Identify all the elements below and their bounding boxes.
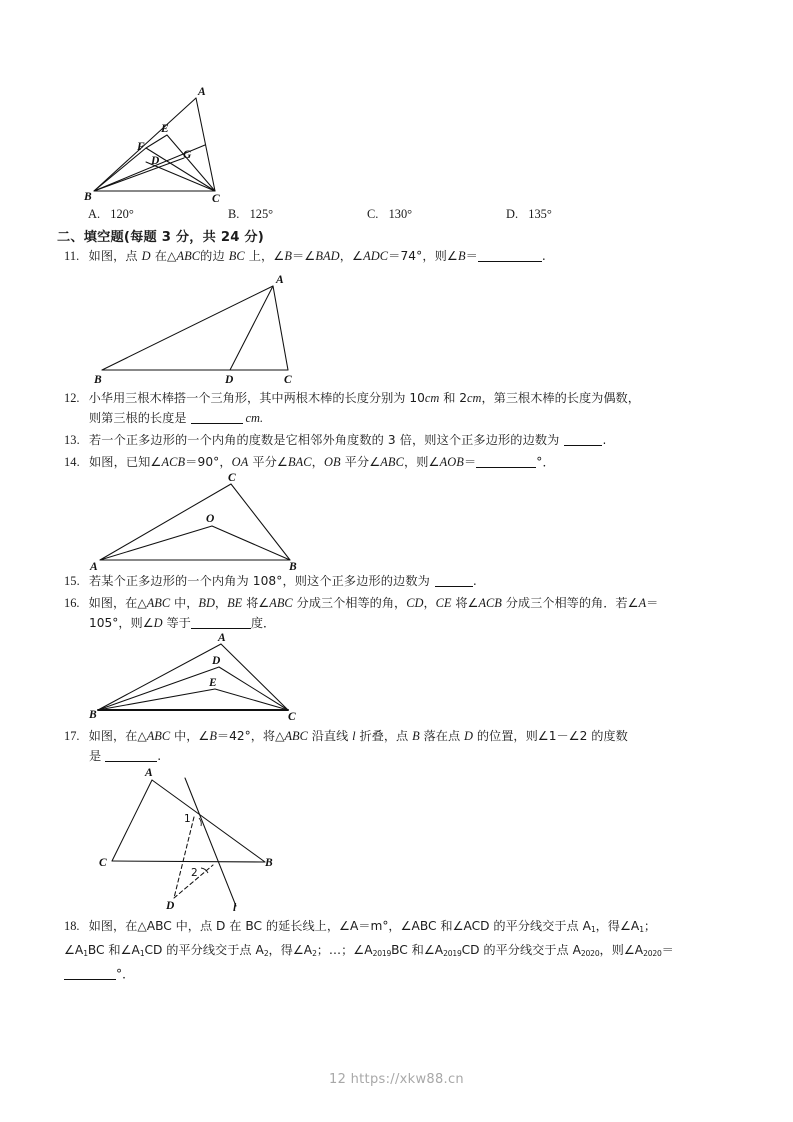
page-footer-watermark: 12 https://xkw88.cn	[329, 1072, 464, 1087]
figure-label-C: C	[212, 193, 220, 205]
question-number: 11.	[64, 249, 80, 263]
figure-label-E: E	[161, 123, 169, 135]
section-heading-fill-in-blanks: 二、填空题(每题 3 分，共 24 分)	[57, 230, 265, 245]
question-17: 17. 如图，在△ABC 中，∠B＝42°，将△ABC 沿直线 l 折叠，点 B 落在点 D 的位置，则∠1－∠2 的度数 是 .	[64, 726, 784, 766]
figure-q14	[88, 468, 303, 573]
figure-label-B: B	[94, 374, 102, 386]
choices-q10	[0, 207, 793, 225]
question-number: 18.	[64, 919, 80, 933]
question-18: 18. 如图，在△ABC 中，点 D 在 BC 的延长线上，∠A＝m°，∠ABC 和∠ACD 的平分线交于点 $A_1$，得$\angle A_1$； $\angle A_1BC$ 和$\angle A_1CD$ 的平分线交于点 $A_2$，得$\angle A_2$；…；$\angle A_{2019}BC$ 和$\angle A_{2019}CD$ 的平分线交于点 $A_{2020}$，则$\angle A_{2020}=$ °．	[64, 916, 793, 984]
question-number: 17.	[64, 729, 80, 743]
question-16: 16. 如图，在△ABC 中，BD，BE 将∠ABC 分成三个相等的角，CD，CE 将∠ACB 分成三个相等的角．若∠A＝ 105°，则∠D 等于 度．	[64, 593, 774, 633]
question-13: 13. 若一个正多边形的一个内角的度数是它相邻外角度数的 3 倍，则这个正多边形的边数为 .	[64, 430, 606, 450]
figure-label-angle-2: 2	[191, 867, 198, 879]
figure-label-D: D	[151, 155, 160, 167]
choice-B[interactable]: B. 125°	[228, 207, 274, 221]
figure-label-E: E	[209, 677, 217, 689]
figure-label-B: B	[84, 191, 92, 203]
answer-blank-q12[interactable]	[191, 412, 243, 424]
figure-label-D: D	[166, 900, 175, 912]
question-number: 15.	[64, 574, 80, 588]
figure-label-A: A	[90, 561, 98, 573]
figure-label-F: F	[137, 141, 145, 153]
figure-label-angle-1: 1	[184, 813, 191, 825]
figure-label-A: A	[276, 274, 284, 286]
figure-label-G: G	[183, 149, 192, 161]
question-number: 14.	[64, 455, 80, 469]
answer-blank-q11[interactable]	[478, 250, 542, 262]
figure-label-l: l	[233, 902, 237, 914]
figure-q11	[88, 270, 303, 385]
question-15: 15. 若某个正多边形的一个内角为 108°，则这个正多边形的边数为 .	[64, 571, 477, 591]
figure-label-B: B	[265, 857, 273, 869]
question-number: 16.	[64, 596, 80, 610]
answer-blank-q13[interactable]	[564, 434, 602, 446]
question-number: 13.	[64, 433, 80, 447]
figure-label-D: D	[225, 374, 234, 386]
choice-D[interactable]: D. 135°	[506, 207, 552, 221]
figure-q10	[78, 84, 238, 206]
figure-label-A: A	[218, 632, 226, 644]
figure-label-C: C	[284, 374, 292, 386]
figure-label-O: O	[206, 513, 215, 525]
figure-label-C: C	[288, 711, 296, 723]
choice-C[interactable]: C. 130°	[367, 207, 413, 221]
question-number: 12.	[64, 391, 80, 405]
figure-label-C: C	[99, 857, 107, 869]
question-12: 12. 小华用三根木棒搭一个三角形，其中两根木棒的长度分别为 10cm 和 2cm，第三根木棒的长度为偶数， 则第三根的长度是 cm.	[64, 388, 764, 428]
figure-label-B: B	[289, 561, 297, 573]
answer-blank-q18[interactable]	[64, 968, 116, 980]
choice-A[interactable]: A. 120°	[88, 207, 134, 221]
answer-blank-q14[interactable]	[476, 456, 536, 468]
figure-label-A: A	[198, 86, 206, 98]
figure-q16	[88, 628, 303, 723]
figure-label-C: C	[228, 472, 236, 484]
answer-blank-q15[interactable]	[435, 575, 473, 587]
figure-q17	[95, 758, 310, 913]
figure-label-B: B	[89, 709, 97, 721]
question-14: 14. 如图，已知∠ACB＝90°，OA 平分∠BAC，OB 平分∠ABC，则∠AOB＝ °．	[64, 452, 555, 472]
figure-label-A: A	[145, 767, 153, 779]
figure-label-D: D	[212, 655, 221, 667]
question-11: 11. 如图，点 D 在△ABC的边 BC 上，∠B＝∠BAD，∠ADC＝74°，则∠B＝ .	[64, 246, 546, 266]
